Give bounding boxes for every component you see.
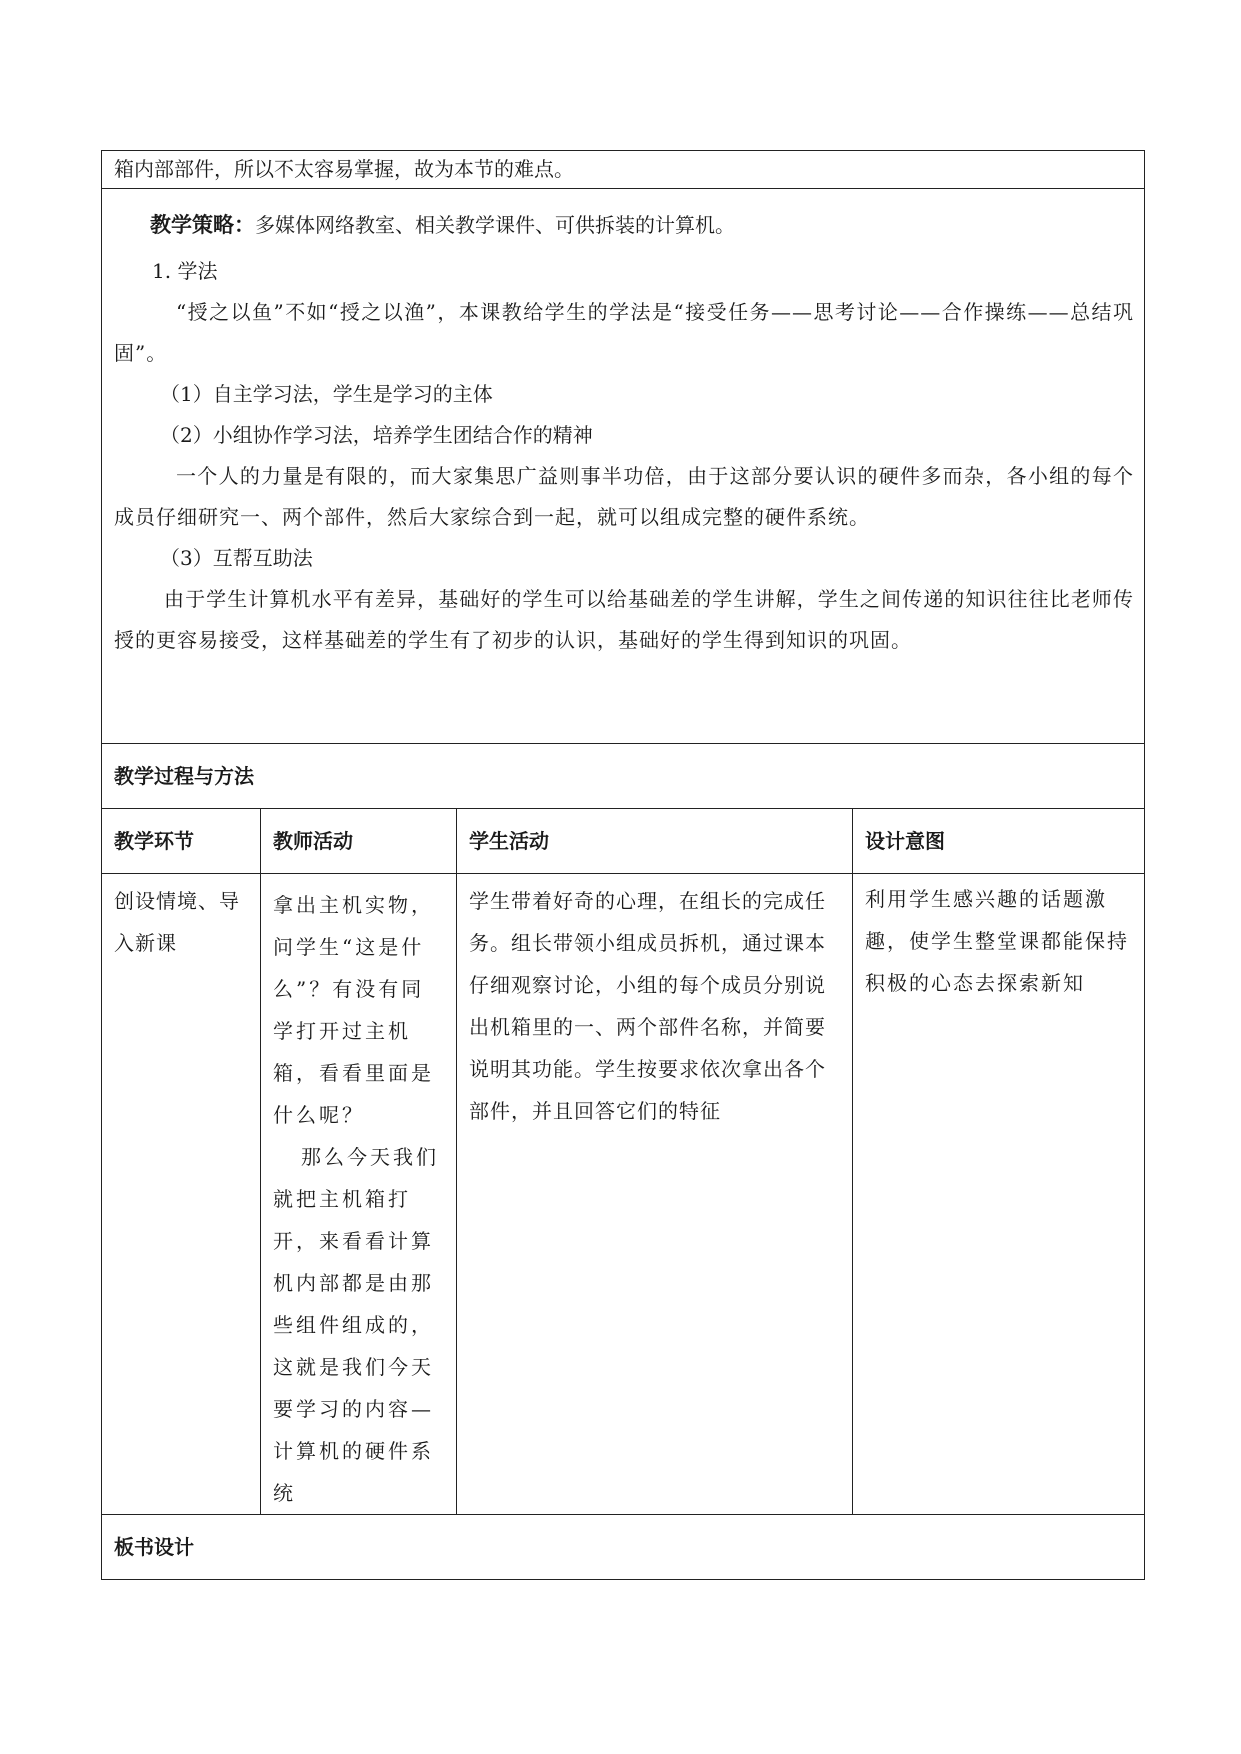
column-header-intent: 设计意图 bbox=[853, 809, 1145, 874]
column-header-stage: 教学环节 bbox=[102, 809, 261, 874]
learning-method-intro: “授之以鱼”不如“授之以渔”，本课教给学生的学法是“接受任务——思考讨论——合作操练——总结巩固”。 bbox=[114, 300, 1134, 365]
method-item-2: （2）小组协作学习法，培养学生团结合作的精神 bbox=[160, 423, 593, 447]
column-header-teacher: 教师活动 bbox=[261, 809, 457, 874]
method-item-3: （3）互帮互助法 bbox=[160, 546, 313, 570]
strategy-line bbox=[102, 205, 1144, 245]
learning-method-title: 1. 学法 bbox=[152, 259, 218, 283]
column-header-student: 学生活动 bbox=[457, 809, 853, 874]
student-activity-cell: 学生带着好奇的心理，在组长的完成任务。组长带领小组成员拆机，通过课本仔细观察讨论，小组的每个成员分别说出机箱里的一、两个部件名称，并简要说明其功能。学生按要求依次拿出各个部件，并且回答它们的特征 bbox=[457, 874, 853, 1515]
method-item-1: （1）自主学习法，学生是学习的主体 bbox=[160, 382, 493, 406]
continuation-text: 箱内部部件，所以不太容易掌握，故为本节的难点。 bbox=[102, 151, 1145, 189]
design-intent-cell: 利用学生感兴趣的话题激趣，使学生整堂课都能保持积极的心态去探索新知 bbox=[853, 874, 1145, 1515]
strategy-label: 教学策略： bbox=[150, 213, 255, 237]
teacher-activity-p2: 那么今天我们就把主机箱打开，来看看计算机内部都是由那些组件组成的，这就是我们今天要学习的内容—计算机的硬件系统 bbox=[273, 1145, 439, 1505]
teacher-activity-cell bbox=[261, 874, 457, 1515]
table-row bbox=[102, 874, 1145, 1515]
stage-cell: 创设情境、导入新课 bbox=[102, 874, 261, 1515]
teaching-strategy-section bbox=[102, 189, 1145, 744]
strategy-text: 多媒体网络教室、相关教学课件、可供拆装的计算机。 bbox=[255, 213, 735, 237]
method-item-2-detail: 一个人的力量是有限的，而大家集思广益则事半功倍，由于这部分要认识的硬件多而杂，各小组的每个成员仔细研究一、两个部件，然后大家综合到一起，就可以组成完整的硬件系统。 bbox=[114, 464, 1134, 529]
process-section-title: 教学过程与方法 bbox=[102, 744, 1145, 809]
lesson-plan-table bbox=[101, 150, 1144, 1580]
table-header-row bbox=[102, 809, 1145, 874]
teacher-activity-p1: 拿出主机实物，问学生“这是什么”？有没有同学打开过主机箱，看看里面是什么呢？ bbox=[273, 893, 434, 1127]
method-item-3-detail: 由于学生计算机水平有差异，基础好的学生可以给基础差的学生讲解，学生之间传递的知识往往比老师传授的更容易接受，这样基础差的学生有了初步的认识，基础好的学生得到知识的巩固。 bbox=[114, 587, 1134, 652]
board-design-title: 板书设计 bbox=[102, 1515, 1145, 1580]
